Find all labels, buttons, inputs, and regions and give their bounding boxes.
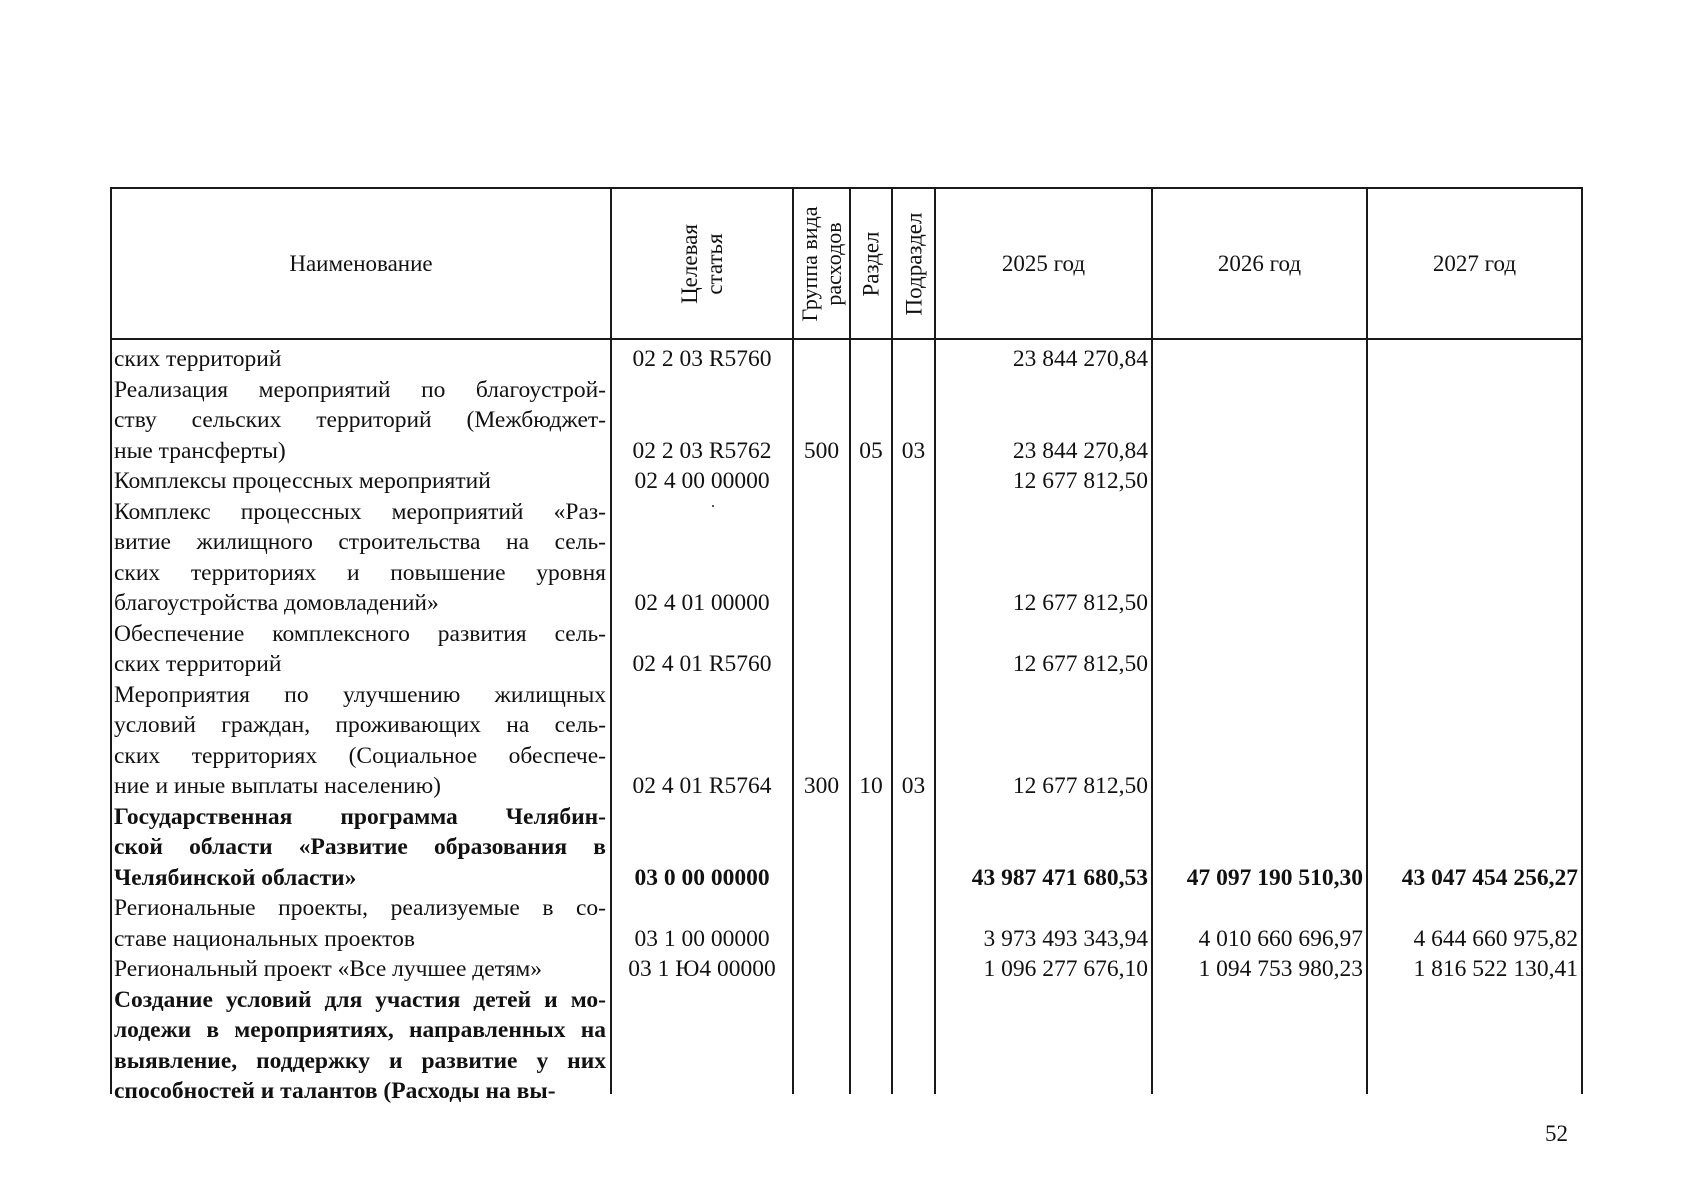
row-y2025-cell: 1 096 277 676,10 xyxy=(983,956,1148,982)
row-name-line: ставе национальных проектов xyxy=(114,925,415,952)
row-name-line: Государственная программа Челябин- xyxy=(114,803,606,830)
row-group-cell: 500 xyxy=(803,437,840,464)
row-section-cell: 10 xyxy=(859,773,883,799)
row-name-line: ние и иные выплаты населению) xyxy=(114,773,441,799)
row-name-line: условий граждан, проживающих на сель- xyxy=(114,712,606,738)
row-subsection-cell: 03 xyxy=(901,773,926,799)
row-y2025-cell: 23 844 270,84 xyxy=(1012,346,1148,372)
header-bottom-border xyxy=(110,338,1583,340)
header-target-article-text: Целевая статья xyxy=(677,223,727,304)
row-name-line: лодежи в мероприятиях, направленных на xyxy=(114,1017,606,1043)
row-y2025-cell: 12 677 812,50 xyxy=(1012,773,1148,799)
row-code-cell: 02 4 01 R5764 xyxy=(632,773,772,799)
row-y2025-cell: 12 677 812,50 xyxy=(1012,468,1148,494)
row-y2025-cell: 3 973 493 343,94 xyxy=(983,925,1148,952)
row-y2027-cell: 1 816 522 130,41 xyxy=(1413,956,1578,982)
row-name-line: Создание условий для участия детей и мо- xyxy=(114,986,606,1013)
row-subsection-cell: 03 xyxy=(901,437,926,464)
row-name-line: способностей и талантов (Расходы на вы- xyxy=(114,1078,556,1104)
row-name-line: благоустройства домовладений» xyxy=(114,590,439,616)
row-group-cell: 300 xyxy=(803,773,840,799)
header-section xyxy=(851,189,891,338)
row-name-line: ских территориях (Социальное обеспече- xyxy=(114,742,606,769)
header-name xyxy=(112,189,610,338)
row-y2025-cell: 23 844 270,84 xyxy=(1012,437,1148,464)
row-code-cell: 02 4 00 00000 xyxy=(634,468,770,494)
row-y2026-cell: 4 010 660 696,97 xyxy=(1198,925,1363,952)
budget-table xyxy=(110,187,1583,1104)
header-2026-text: 2026 год xyxy=(1217,251,1302,276)
row-y2027-cell: 4 644 660 975,82 xyxy=(1413,925,1578,952)
row-name-line: ству сельских территорий (Межбюджет- xyxy=(114,407,606,433)
row-name-line: ских территорий xyxy=(114,651,282,677)
row-name-line: ской области «Развитие образования в xyxy=(114,834,606,860)
header-subsection-text: Подраздел xyxy=(901,212,926,315)
row-name-line: ные трансферты) xyxy=(114,437,286,464)
header-target-article xyxy=(612,189,792,338)
header-2025 xyxy=(936,189,1151,338)
row-name-line: ских территорий xyxy=(114,346,282,372)
row-code-cell: 02 4 01 R5760 xyxy=(632,651,772,677)
row-name-line: Челябинской области» xyxy=(114,864,357,891)
header-expense-group xyxy=(794,189,849,338)
header-expense-group-text: Группа вида расходов xyxy=(796,206,846,321)
row-name-line: Комплексы процессных мероприятий xyxy=(114,468,491,494)
row-section-cell: 05 xyxy=(859,437,883,464)
row-code-cell: 02 4 01 00000 xyxy=(634,590,770,616)
row-y2025-cell: 12 677 812,50 xyxy=(1012,651,1148,677)
row-y2027-cell: 43 047 454 256,27 xyxy=(1401,864,1578,891)
row-y2025-cell: 12 677 812,50 xyxy=(1012,590,1148,616)
row-name-line: Обеспечение комплексного развития сель- xyxy=(114,620,606,647)
row-code-cell: 03 1 00 00000 xyxy=(634,925,770,952)
row-name-line: Реализация мероприятий по благоустрой- xyxy=(114,376,606,403)
row-y2026-cell: 1 094 753 980,23 xyxy=(1198,956,1363,982)
header-name-text: Наименование xyxy=(289,251,433,276)
row-name-line: Мероприятия по улучшению жилищных xyxy=(114,681,606,708)
header-2027-text: 2027 год xyxy=(1432,251,1517,276)
row-y2026-cell: 47 097 190 510,30 xyxy=(1186,864,1363,891)
row-name-line: Региональные проекты, реализуемые в со- xyxy=(114,895,606,921)
row-name-line: витие жилищного строительства на сель- xyxy=(114,529,606,555)
header-2025-text: 2025 год xyxy=(1001,251,1086,276)
row-y2025-cell: 43 987 471 680,53 xyxy=(971,864,1148,891)
row-name-line: Комплекс процессных мероприятий «Раз- xyxy=(114,498,606,525)
page-number: 52 xyxy=(1545,1121,1568,1146)
row-code-cell: 03 1 Ю4 00000 xyxy=(628,956,776,982)
header-2027 xyxy=(1368,189,1581,338)
header-subsection xyxy=(893,189,934,338)
scan-speck xyxy=(712,505,714,507)
header-section-text: Раздел xyxy=(858,230,884,297)
row-code-cell: 03 0 00 00000 xyxy=(634,864,770,891)
row-name-line: Региональный проект «Все лучшее детям» xyxy=(114,956,543,982)
row-name-line: ских территориях и повышение уровня xyxy=(114,559,606,586)
row-name-line: выявление, поддержку и развитие у них xyxy=(114,1047,606,1074)
header-2026 xyxy=(1153,189,1366,338)
table-right-border xyxy=(1581,187,1583,1094)
row-code-cell: 02 2 03 R5760 xyxy=(632,346,772,372)
row-code-cell: 02 2 03 R5762 xyxy=(632,437,772,464)
